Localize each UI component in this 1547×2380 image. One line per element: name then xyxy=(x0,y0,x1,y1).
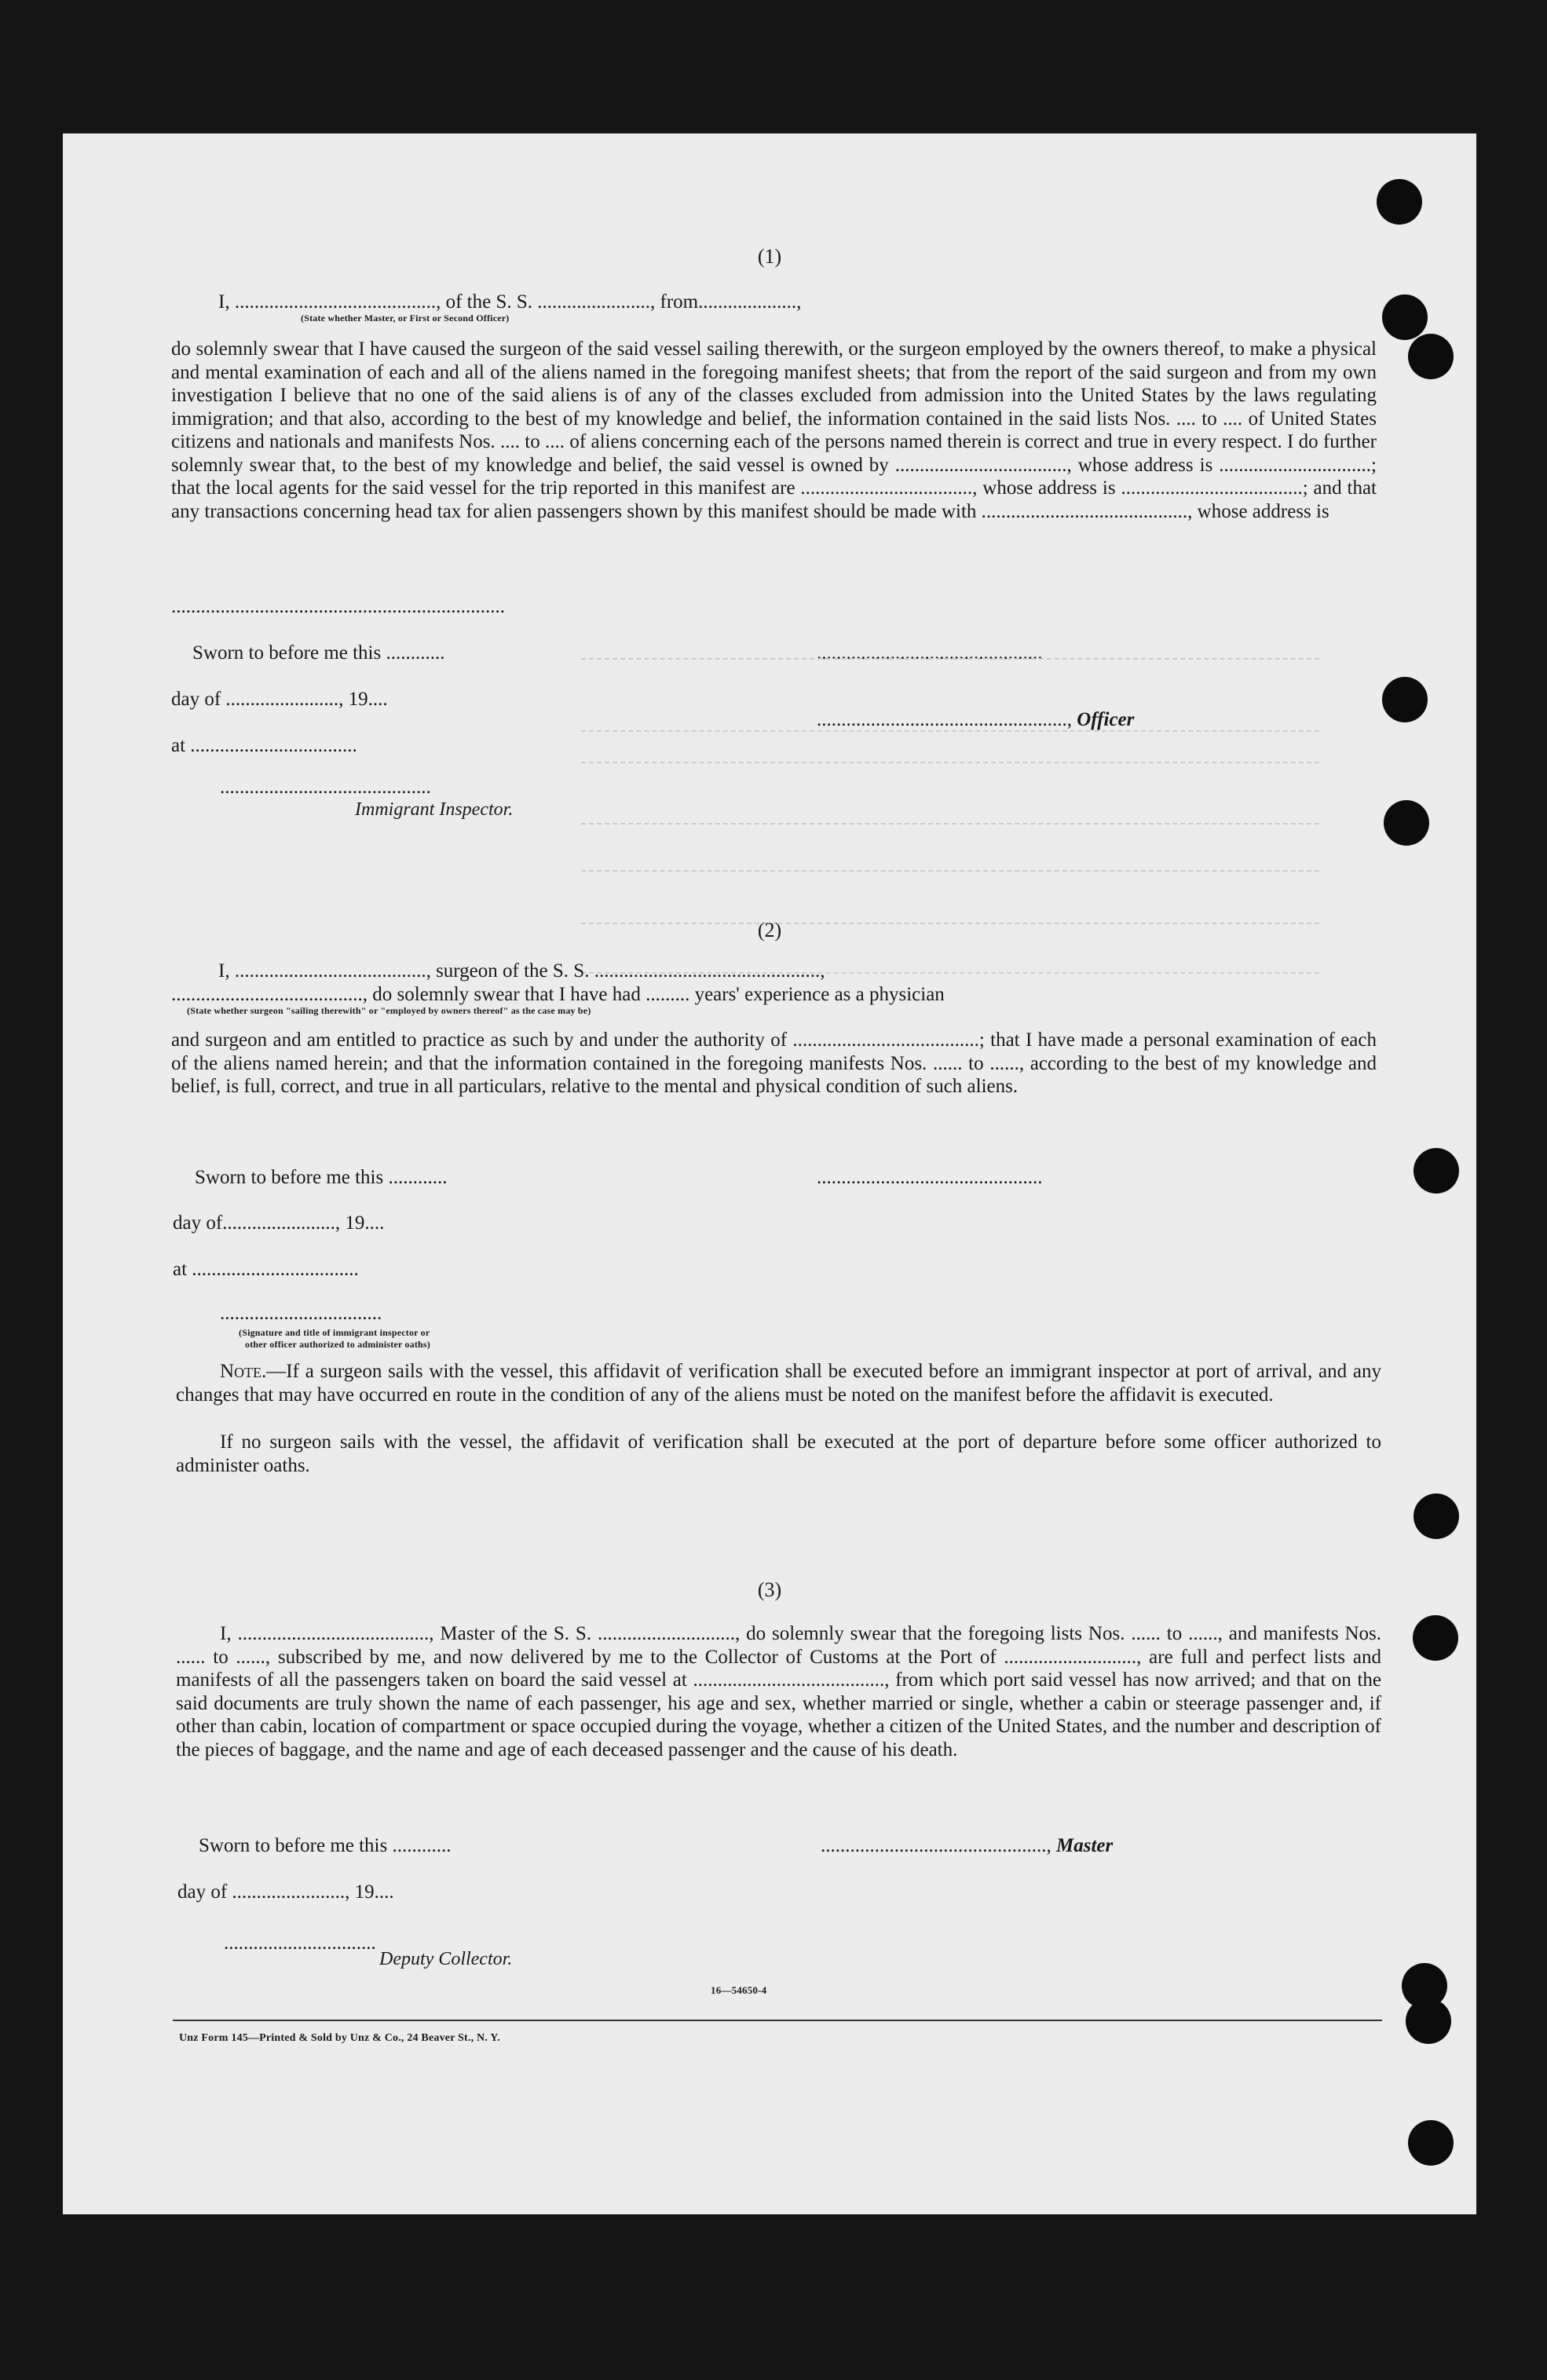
section-3-master-line xyxy=(821,1834,1113,1857)
binder-hole xyxy=(1377,179,1422,225)
binder-hole xyxy=(1408,2120,1454,2166)
manifest-affidavit-page xyxy=(63,133,1476,2214)
section-3-number: (3) xyxy=(757,1578,782,1601)
binder-hole xyxy=(1384,800,1429,846)
section-2-signature-dots: .............................................. xyxy=(817,1167,1043,1188)
bleed-through-mark xyxy=(581,870,1319,872)
section-1-day-line: day of ......................., 19.... xyxy=(171,689,388,710)
bleed-through-mark xyxy=(581,823,1319,824)
section-1-first-line: I, ........................................., of the S. S. ......................., from...................., xyxy=(218,291,802,313)
binder-hole xyxy=(1406,1998,1451,2044)
binder-hole xyxy=(1414,1493,1459,1539)
section-3-deputy-dots: ............................... xyxy=(224,1932,376,1954)
binder-hole xyxy=(1413,1615,1458,1661)
binder-hole xyxy=(1408,334,1454,379)
section-2-first-line: I, ......................................., surgeon of the S. S. .............................................., xyxy=(218,960,825,982)
section-1-inspector-dots: ........................................... xyxy=(220,777,431,798)
footer-rule xyxy=(173,2020,1382,2021)
section-3-oath-paragraph: I, ......................................., Master of the S. S. ............................, do solemnly swear that the foregoing lists Nos. ...... to ......, and manifests Nos. ...... to ......, subscribed by me, and now delivered by me to the Collector of Customs at the Port of ..........................., are full and perfect lists and manifests of all the passengers taken on board the said vessel at ......................................., from which port said vessel has now arrived; and that on the said documents are truly shown the name of each passenger, his age and sex, whether married or single, whether a cabin or steerage passenger and, if other than cabin, location of compartment or space occupied during the voyage, whether a citizen of the United States, and the number and description of the pieces of baggage, and the name and age of each deceased passenger and the cause of his death. xyxy=(176,1623,1381,1760)
section-3-day-line: day of ......................., 19.... xyxy=(177,1881,394,1903)
section-1-officer-label: Officer xyxy=(1077,709,1135,730)
section-2-day-line: day of......................., 19.... xyxy=(173,1212,385,1234)
note-text-1: —If a surgeon sails with the vessel, this affidavit of verification shall be executed before an immigrant inspector at port of arrival, and any changes that may have occurred en route in the condition of any of the aliens must be noted on the manifest before the affidavit is executed. xyxy=(176,1361,1381,1406)
section-2-surgeon-note: (State whether surgeon "sailing therewith" or "employed by owners thereof" as the case may be) xyxy=(187,1005,591,1016)
section-2-oath-paragraph: and surgeon and am entitled to practice as such by and under the authority of ......................................; that I have made a personal examination of each of the aliens named herein; and that the information contained in the foregoing manifests Nos. ...... to ......, according to the best of my knowledge and belief, is full, correct, and true in all particulars, relative to the mental and physical condition of such aliens. xyxy=(171,1029,1377,1097)
section-1-signature-dots: .............................................. xyxy=(817,642,1043,664)
binder-hole xyxy=(1382,294,1428,340)
section-3-sworn-line: Sworn to before me this ............ xyxy=(199,1835,452,1856)
section-2-number: (2) xyxy=(757,919,782,941)
deputy-collector-label: Deputy Collector. xyxy=(379,1949,513,1969)
master-label: Master xyxy=(1056,1835,1114,1856)
bleed-through-mark xyxy=(581,658,1319,660)
section-2-authority-note-1: (Signature and title of immigrant inspector or xyxy=(239,1327,430,1338)
section-2-authority-dots: ................................. xyxy=(220,1303,382,1324)
section-2-note-paragraph xyxy=(176,1360,1381,1406)
section-1-address-dots: .................................................................... xyxy=(171,596,505,617)
section-1-at-line: at .................................. xyxy=(171,735,357,756)
section-2-sworn-line: Sworn to before me this ............ xyxy=(195,1167,448,1188)
section-1-number: (1) xyxy=(757,245,782,268)
binder-hole xyxy=(1382,677,1428,722)
section-1-officer-dots: ..................................................., xyxy=(817,709,1077,730)
note-label: Note. xyxy=(220,1361,267,1382)
section-2-authority-note-2: other officer authorized to administer oaths) xyxy=(245,1339,430,1350)
binder-hole xyxy=(1414,1148,1459,1194)
section-1-rank-note: (State whether Master, or First or Second Officer) xyxy=(301,313,510,324)
section-3-master-dots: .............................................., xyxy=(821,1835,1051,1856)
form-code: 16—54650-4 xyxy=(711,1984,767,1996)
section-1-oath-paragraph: do solemnly swear that I have caused the surgeon of the said vessel sailing therewith, or the surgeon employed by the owners thereof, to make a physical and mental examination of each and all of the aliens named in the foregoing manifest sheets; that from the report of the said surgeon and from my own investigation I believe that no one of the said aliens is of any of the classes excluded from admission into the United States by the laws regulating immigration; and that also, according to the best of my knowledge and belief, the information contained in the said lists Nos. .... to .... of United States citizens and nationals and manifests Nos. .... to .... of aliens concerning each of the persons named therein is correct and true in every respect. I do further solemnly swear that, to the best of my knowledge and belief, the said vessel is owned by ..................................., whose address is ...............................; that the local agents for the said vessel for the trip reported in this manifest are ..................................., whose address is .....................................; and that any transactions concerning head tax for alien passengers shown by this manifest should be made with .........................................., whose address is xyxy=(171,338,1377,522)
section-1-officer-line xyxy=(817,708,1134,731)
printer-imprint: Unz Form 145—Printed & Sold by Unz & Co., 24 Beaver St., N. Y. xyxy=(179,2032,500,2044)
bleed-through-mark xyxy=(581,762,1319,763)
section-1-sworn-line: Sworn to before me this ............ xyxy=(192,642,445,664)
bleed-through-mark xyxy=(581,730,1319,732)
section-2-at-line: at .................................. xyxy=(173,1259,359,1280)
section-2-second-line: ......................................., do solemnly swear that I have had ......... years' experience as a physician xyxy=(171,984,945,1005)
section-2-note-paragraph-2: If no surgeon sails with the vessel, the affidavit of verification shall be executed at the port of departure before some officer authorized to administer oaths. xyxy=(176,1431,1381,1476)
immigrant-inspector-label: Immigrant Inspector. xyxy=(355,799,514,820)
